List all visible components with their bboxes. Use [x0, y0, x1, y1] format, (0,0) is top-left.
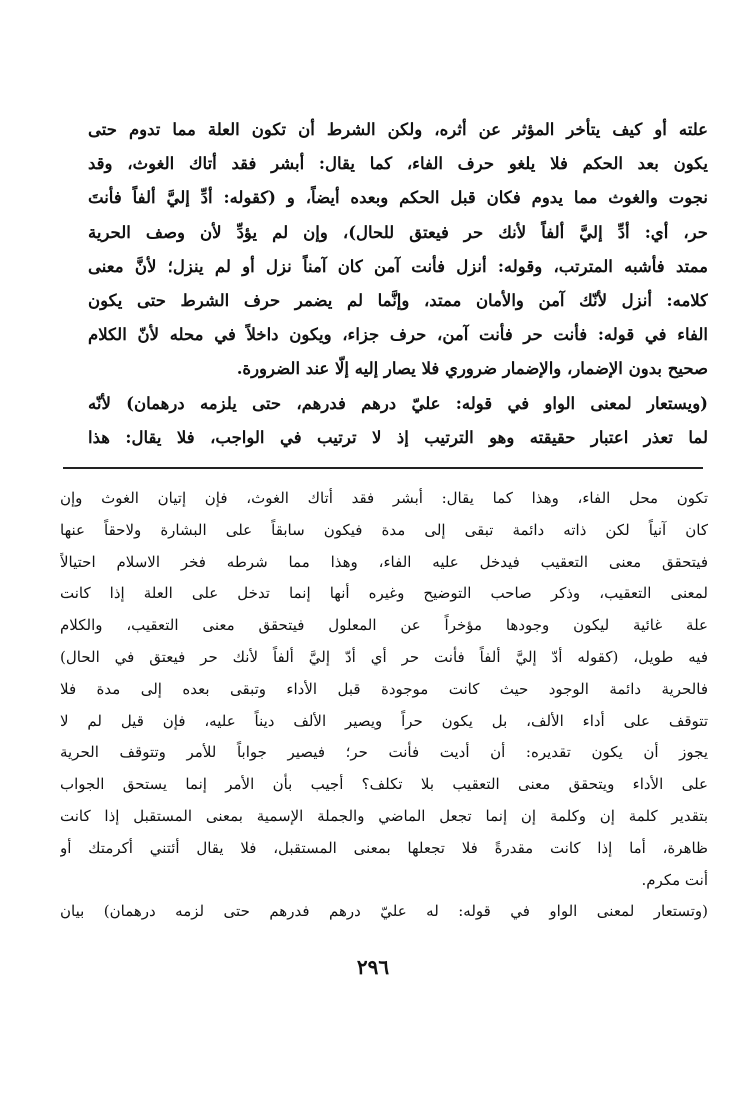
main-text-line: الفاء في قوله: فأنت حر فأنت آمن، حرف جزاء، ويكون داخلاً في محله لأنّ الكلام [88, 325, 708, 345]
main-text-line: صحيح بدون الإضمار، والإضمار ضروري فلا يصار إليه إلّا عند الضرورة. [236, 359, 708, 379]
footnote-line: تكون محل الفاء، وهذا كما يقال: أبشر فقد أتاك الغوث، فإن إتيان الغوث وإن [60, 489, 708, 507]
main-text-line: يكون بعد الحكم فلا يلغو حرف الفاء، كما يقال: أبشر فقد أتاك الغوث، وقد [88, 154, 708, 174]
footnote-line: بتقدير كلمة إن وكلمة إن إنما تجعل الماضي والجملة الإسمية بمعنى المستقبل إذا كانت [60, 806, 708, 825]
footnote-line: ظاهرة، أما إذا كانت مقدرةً فلا تجعلها بمعنى المستقبل، فلا يقال أئتني أكرمتك أو [60, 838, 708, 857]
main-text-line: علته أو كيف يتأخر المؤثر عن أثره، ولكن الشرط أن تكون العلة مما تدوم حتى [88, 120, 708, 139]
footnote-line: تتوقف على أداء الألف، بل يكون حراً ويصير الألف ديناً عليه، فإن قيل لم لا [60, 711, 708, 730]
main-text-line: حر، أي: أدِّ إليَّ ألفاً لأنك حر فيعتق للحال)، وإن لم يؤدِّ لأن وصف الحرية [88, 222, 708, 242]
footnote-line: علة غائية ليكون وجودها مؤخراً عن المعلول فيتحقق معنى التعقيب، والكلام [60, 616, 708, 635]
main-text-line: ممتد فأشبه المترتب، وقوله: أنزل فأنت آمن كان آمناً نزل أو لم ينزل؛ لأنَّ معنى [88, 256, 708, 276]
footnote-line: فيه طويل، (كقوله أدّ إليَّ ألفاً فأنت حر أي أدّ إليَّ ألفاً لأنك حر فيعتق في الحال) [60, 647, 708, 666]
main-text-line: لما تعذر اعتبار حقيقته وهو الترتيب إذ لا ترتيب في الواجب، فلا يقال: هذا [88, 427, 708, 447]
main-text-line: كلامه: أنزل لأنّك آمن والأمان ممتد، وإنَّما لم يضمر حرف الشرط حتى يكون [88, 290, 708, 310]
main-text-line: (ويستعار لمعنى الواو في قوله: عليّ درهم فدرهم، حتى يلزمه درهمان) لأنّه [88, 393, 708, 413]
footnote-line: على الأداء ويتحقق معنى التعقيب بلا تكلف؟ أجيب بأن الأمر إنما يستحق الجواب [60, 775, 708, 794]
footnote-line: لمعنى التعقيب، وذكر صاحب التوضيح وغيره أنها إنما تدخل على العلة إذا كانت [60, 584, 708, 603]
footnote-line: فالحرية دائمة الوجود حيث كانت موجودة قبل الأداء وتبقى بعده إلى مدة فلا [60, 679, 708, 698]
footnote-divider [63, 467, 703, 469]
footnote-line: كان آنياً لكن ذاته دائمة تبقى إلى مدة فيكون سابقاً على البشارة ولاحقاً عنها [60, 520, 708, 539]
page-number: ٢٩٦ [356, 955, 390, 979]
footnote-line: فيتحقق معنى التعقيب فيدخل عليه الفاء، وهذا مما شرطه فخر الاسلام احتيالاً [60, 552, 708, 571]
main-text-line: نجوت والغوث مما يدوم فكان قبل الحكم وبعده أيضاً، و (كقوله: أدِّ إليَّ ألفاً فأنتَ [88, 188, 708, 208]
main-text-block [88, 113, 708, 455]
footnote-line: (وتستعار لمعنى الواو في قوله: له عليّ درهم فدرهم حتى لزمه درهمان) بيان [60, 902, 708, 921]
footnote-line: أنت مكرم. [641, 870, 708, 889]
footnote-block [60, 483, 708, 928]
footnote-line: يجوز أن يكون تقديره: أن أديت فأنت حر؛ فيصير جواباً للأمر وتتوقف الحرية [60, 743, 708, 762]
